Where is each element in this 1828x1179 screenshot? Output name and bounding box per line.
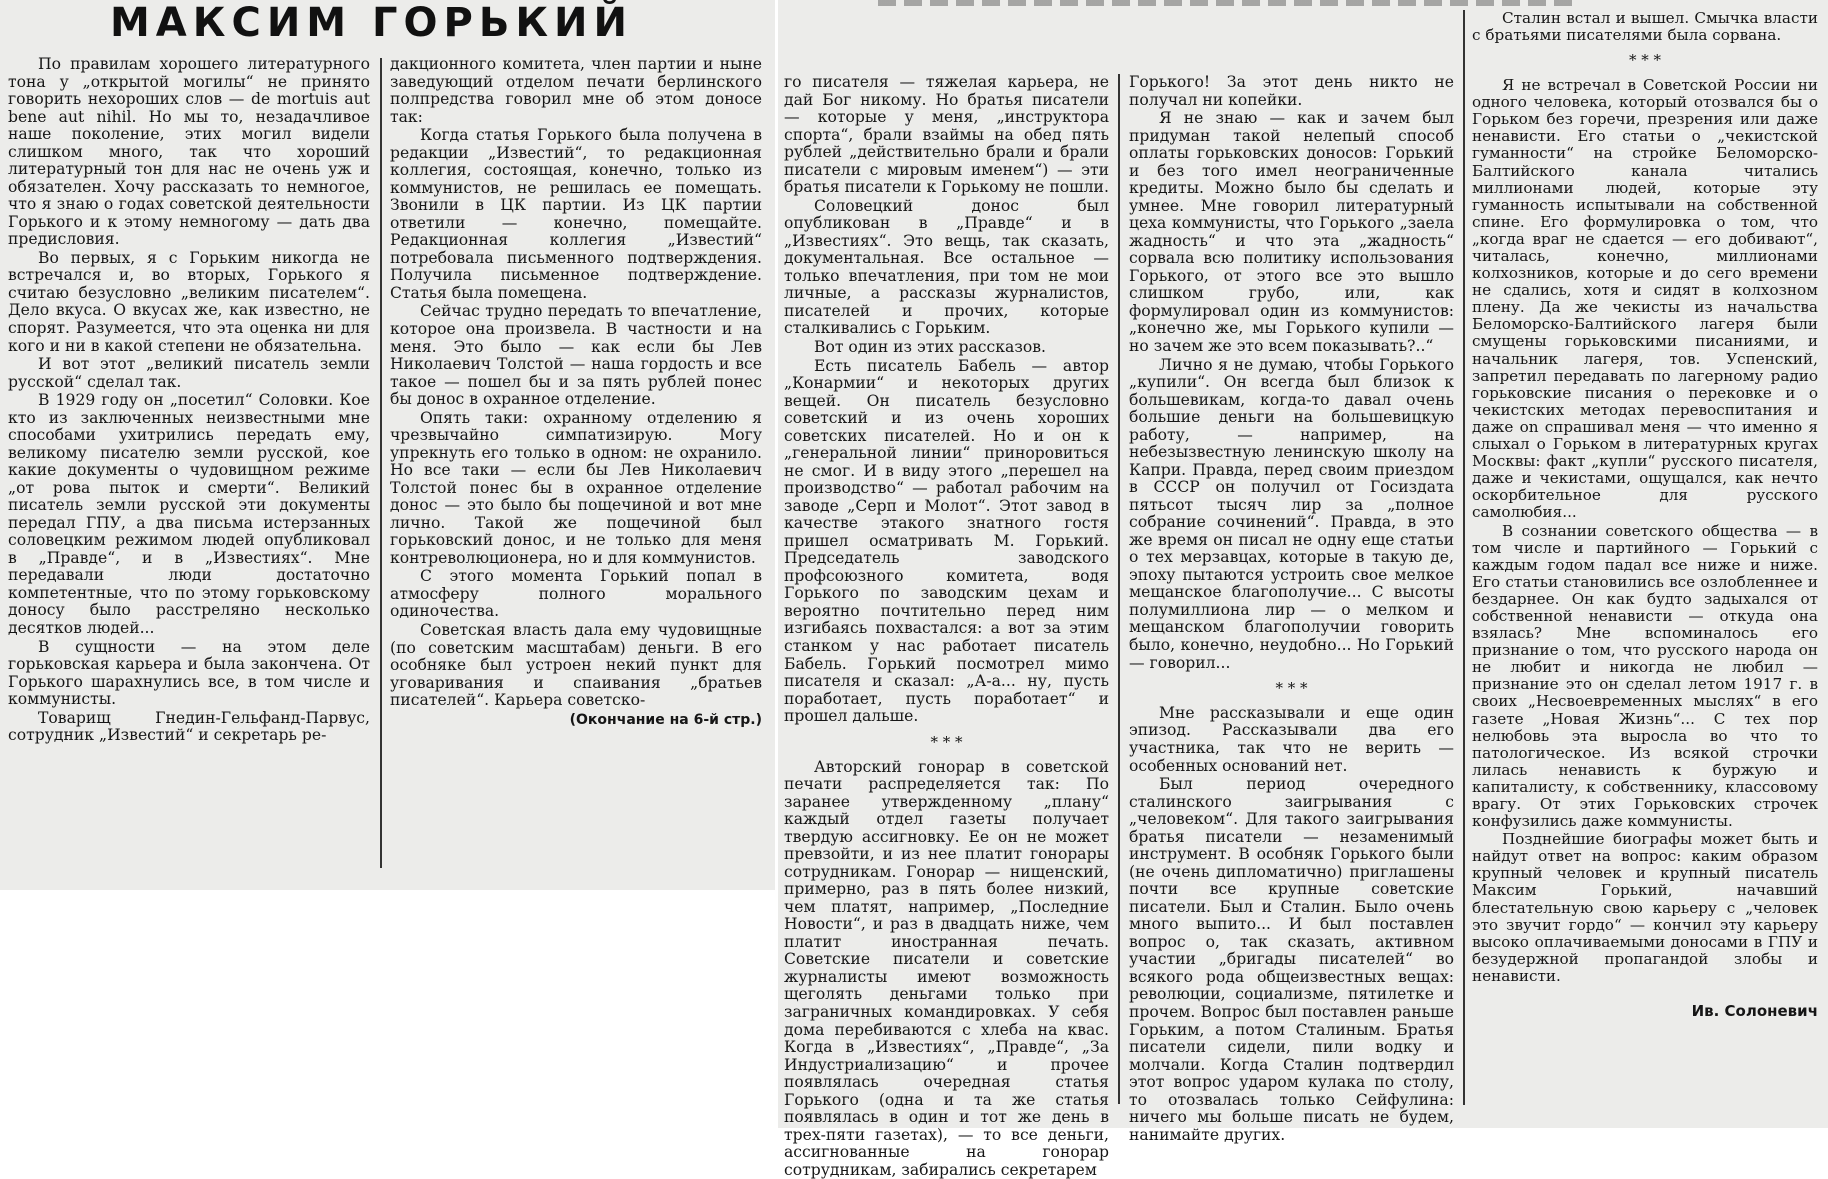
paragraph: Сейчас трудно передать то впечатление, которое она произвела. В частности и на меня. Это было — как если бы Лев Николаевич Толстой — наша гордость и все такое — пошел бы и за пять рублей понес бы донос в охранное отделение. <box>390 302 762 409</box>
paragraph: Опять таки: охранному отделению я чрезвычайно симпатизирую. Могу упрекнуть его только в одном: не охранило. Но все таки — если бы Лев Николаевич Толстой понес бы в охранное отделение донос — это было бы пощечиной и вот мне лично. Такой же пощечиной был горьковский донос, и не только для меня контреволюционера, но и для коммунистов. <box>390 408 762 567</box>
column-divider <box>1463 10 1465 1105</box>
paragraph: По правилам хорошего литературного тона у „открытой могилы“ не принято говорить нехороших слов — de mortuis aut bene aut nihil. Но мы то, незадачливое наше поколение, этих могил видели слишком много, так что хороший литературный тон для нас не очень уж и обязателен. Хочу рассказать то немногое, что я знаю о годах советской деятельности Горького и к этому немногому — дать два предисловия. <box>8 55 370 249</box>
author-signature: Ив. Солоневич <box>1691 1002 1818 1021</box>
text-column-2 <box>390 56 762 881</box>
paragraph: И вот этот „великий писатель земли русской“ сделал так. <box>8 355 370 391</box>
article-title: МАКСИМ ГОРЬКИЙ <box>110 0 633 46</box>
paragraph: Есть писатель Бабель — автор „Конармии“ и некоторых других вещей. Он писатель безусловно советский и из очень хороших советских писателей. Но и он к „генеральной линии“ приноровиться не смог. И в виду этого „перешел на производство“ — работал рабочим на заводе „Серп и Молот“. Этот завод в качестве этакого знатного гостя пришел осматривать М. Горький. Председатель заводского профсоюзного комитета, водя Горького по заводским цехам и вероятно почтительно перед ним изгибаясь похвастался: а вот за этим станком у нас работает писатель Бабель. Горький посмотрел мимо писателя и сказал: „А-а... ну, пусть поработает, пусть поработает“ и прошел дальше. <box>784 356 1109 726</box>
text-column-4 <box>1129 73 1454 1144</box>
page-left <box>0 0 775 890</box>
paragraph: Соловецкий донос был опубликован в „Правде“ и в „Известиях“. Это вещь, так сказать, документальная. Все остальное — только впечатления, при том не мои личные, а рассказы журналистов, писателей и прочих, которые сталкивались с Горьким. <box>784 196 1109 338</box>
text-column-5 <box>1472 10 1818 1110</box>
paragraph: В сущности — на этом деле горьковская карьера и была закончена. От Горького шарахнулись все, в том числе и коммунисты. <box>8 637 370 709</box>
section-separator: * * * <box>1275 679 1308 698</box>
paragraph: Я не знаю — как и зачем был придуман такой нелепый способ оплаты горьковских доносов: Горький и без того имел неограниченные кредиты. Можно было бы сделать и умнее. Мне говорил литературный цеха коммунисты, что Горького „заела жадность“ и что эта „жадность“ сорвала всю политику использования Горького, от этого все это вышло слишком грубо, или, как формулировал один из коммунистов: „конечно же, мы Горького купили — но зачем же это всем показывать?..“ <box>1129 109 1454 355</box>
paragraph: В 1929 году он „посетил“ Соловки. Кое кто из заключенных неизвестными мне способами ухитрились передать ему, великому писателю земли русской, кое какие документы о чудовищном режиме „от рова пыток и смерти“. Великий писатель земли русской эти документы передал ГПУ, а два письма истерзанных соловецким режимом людей опубликовал в „Правде“, и в „Известиях“. Мне передавали люди достаточно компетентные, что по этому горьковскому доносу было расстреляно несколько десятков людей... <box>8 391 370 637</box>
paragraph: го писателя — тяжелая карьера, не дай Бог никому. Но братья писатели — которые у меня, „инструктора спорта“, брали взаймы на обед пять рублей „действительно брали и брали писатели с мировым именем“) — эти братья писатели к Горькому не пошли. <box>784 73 1109 197</box>
paragraph: Лично я не думаю, чтобы Горького „купили“. Он всегда был близок к большевикам, когда-то давал очень большие деньги на большевицкую работу, — например, на небезызвестную ленинскую школу на Капри. Правда, перед своим приездом в СССР он получил от Госиздата пятьсот тысяч лир за „полное собрание сочинений“. Правда, в это же время он писал не одну еще статьи о тех мерзавцах, которые в такую де, эпоху пытаются устроить свое мелкое мещанское благополучие... С высоты полумиллиона лир — о мелком и мещанском благополучии говорить было, конечно, неудобно... Но Горький — говорил... <box>1129 355 1454 672</box>
paragraph: Во первых, я с Горьким никогда не встречался и, во вторых, Горького я считаю безусловно „великим писателем“. Дело вкуса. О вкусах же, как известно, не спорят. Разумеется, что эта оценка ни для кого и ни в какой степени не обязательна. <box>8 248 370 355</box>
paragraph: Сталин встал и вышел. Смычка власти с братьями писателями была сорвана. <box>1472 9 1818 45</box>
page-right <box>778 0 1828 1179</box>
column-divider <box>1118 74 1120 1104</box>
column-divider <box>380 58 382 868</box>
section-separator: * * * <box>1628 51 1662 70</box>
paragraph: В сознании советского общества — в том числе и партийного — Горький с каждым годом падал все ниже и ниже. Его статьи становились все озлобленнее и бездарнее. Он как будто задыхался от собственной ненависти — откуда она взялась? Мне вспоминалось его признание о том, что русского народа он не любит и никогда не любил — признание это он сделал летом 1917 г. в своих „Несвоевременных мыслях“ в его газете „Новая Жизнь“... С тех пор нелюбовь эта выросла во что то патологическое. Из всякой строчки лилась ненависть к буржую и капиталисту, к собственнику, классовому врагу. От этих Горьковских строчек конфузились даже коммунисты. <box>1472 521 1818 831</box>
paragraph: Был период очередного сталинского заигрывания с „человеком“. Для такого заигрывания братья писатели — незаменимый инструмент. В особняк Горького были (не очень дипломатично) приглашены почти все крупные советские писатели. Был и Сталин. Было очень много выпито... И был поставлен вопрос о, так сказать, активном участии „бригады писателей“ во всякого рода общеизвестных вещах: революции, социализме, пятилетке и прочем. Вопрос был поставлен раньше Горьким, а потом Сталиным. Братья писатели сидели, пили водку и молчали. Когда Сталин подтвердил этот вопрос ударом кулака по столу, то отозвалась только Сейфулина: ничего мы больше писать не будем, нанимайте других. <box>1129 775 1454 1144</box>
paragraph: Товарищ Гнедин-Гельфанд-Парвус, сотрудник „Известий“ и секретарь ре- <box>8 708 370 745</box>
text-column-3 <box>784 73 1109 1179</box>
continuation-note: (Окончание на 6-й стр.) <box>569 711 762 728</box>
paragraph: С этого момента Горький попал в атмосферу полного морального одиночества. <box>390 567 762 621</box>
paragraph: Позднейшие биографы может быть и найдут ответ на вопрос: каким образом крупный человек и крупный писатель Максим Горький, начавший блестательную свою карьеру с „человек это звучит гордо“ — кончил эту карьеру высоко оплачиваемыми доносами в ГПУ и безудержной пропагандой злобы и ненависти. <box>1472 830 1818 985</box>
paragraph: Вот один из этих рассказов. <box>814 337 1046 356</box>
paragraph: Мне рассказывали и еще один эпизод. Рассказывали два его участника, так что не верить — особенных оснований нет. <box>1129 703 1454 775</box>
section-separator: * * * <box>930 732 963 751</box>
paragraph: дакционного комитета, член партии и ныне заведующий отделом печати берлинского полпредства говорил мне об этом доносе так: <box>390 55 762 126</box>
text-column-1 <box>8 56 370 881</box>
paragraph: Авторский гонорар в советской печати распределяется так: По заранее утвержденному „плану“ каждый отдел газеты получает твердую ассигновку. Ее он не может превзойти, и из нее платит гонорары сотрудникам. Гонорар — нищенский, примерно, раз в пять более низкий, чем платят, например, „Последние Новости“, и раз в двадцать ниже, чем платит иностранная печать. Советские писатели и советские журналисты имеют возможность щеголять деньгами только при заграничных командировках. У себя дома перебиваются с хлеба на квас. Когда в „Известиях“, „Правде“, „За Индустриализацию“ и прочее появлялась очередная статья Горького (одна и та же статья появлялась в один и тот же день в трех-пяти газетах), — то все деньги, ассигнованные на гонорар сотрудникам, забирались секретарем <box>784 757 1109 1179</box>
paragraph: Когда статья Горького была получена в редакции „Известий“, то редакционная коллегия, состоящая, конечно, только из коммунистов, не решилась ее помещать. Звонили в ЦК партии. Из ЦК партии ответили — конечно, помещайте. Редакционная коллегия „Известий“ потребовала письменного подтверждения. Получила письменное подтверждение. Статья была помещена. <box>390 126 762 302</box>
cropped-header-strip <box>878 0 1578 6</box>
paragraph: Я не встречал в Советской России ни одного человека, который отозвался бы о Горьком без горечи, презрения или даже ненависти. Его статьи о „чекистской гуманности“ на стройке Беломорско-Балтийского канала читались миллионами людей, которые эту гуманность испытывали на собственной спине. Его формулировка о том, что „когда враг не сдается — его добивают“, читалась, конечно, миллионами колхозников, которые и до сего времени не сдались, хотя и сидят в колхозном плену. Да же чекисты из начальства Беломорско-Балтийского лагеря были смущены горьковскими писаниями, и начальник лагеря, тов. Успенский, запретил передавать по лагерному радио горьковские писания о перековке и о чекистских методах перевоспитания и даже on спрашивал меня — что именно я слыхал о Горьком в литературных кругах Москвы: факт „купли“ русского писателя, даже и чекистами, ощущался, как нечто оскорбительное для русского самолюбия... <box>1472 76 1818 522</box>
paragraph: Горького! За этот день никто не получал ни копейки. <box>1129 73 1454 109</box>
paragraph: Советская власть дала ему чудовищные (по советским масштабам) деньги. В его особняке был устроен некий пункт для уговаривания и спаивания „братьев писателей“. Карьера советско- <box>390 621 762 710</box>
